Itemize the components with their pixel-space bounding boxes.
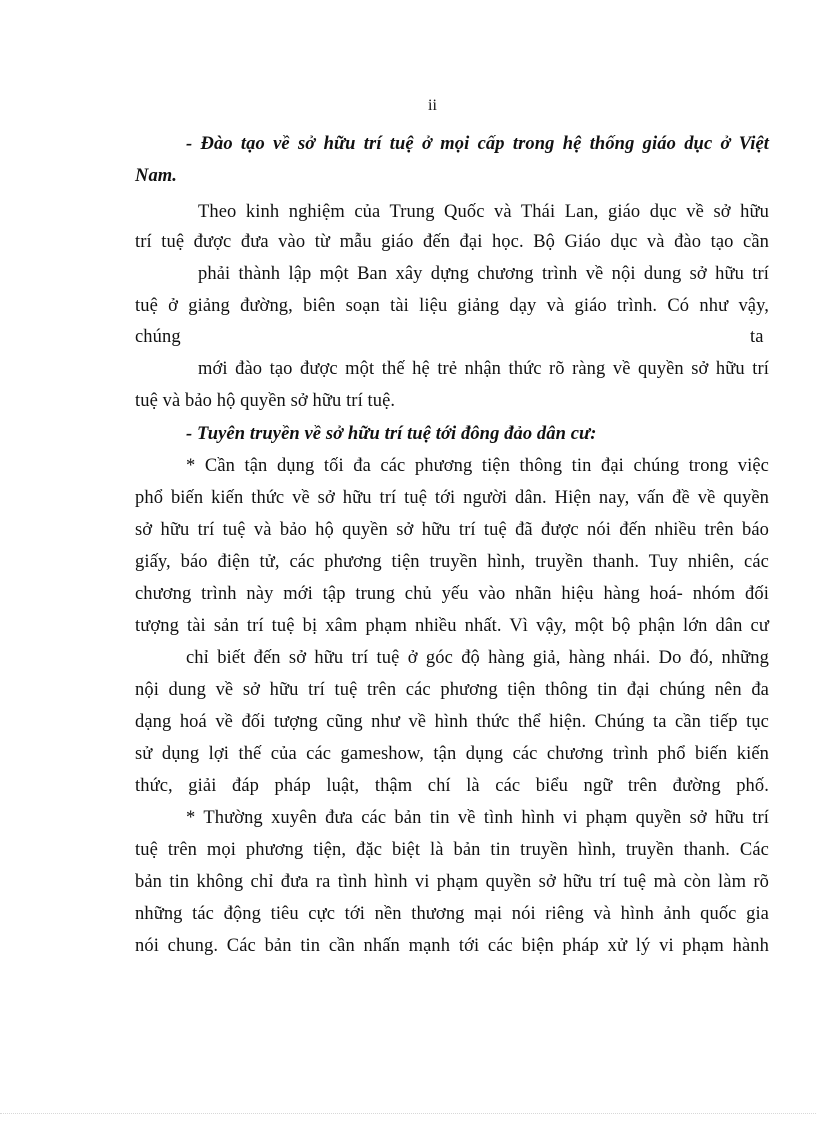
paragraph-line: trí tuệ được đưa vào từ mẫu giáo đến đại học. Bộ Giáo dục và đào tạo cần — [135, 232, 769, 252]
paragraph-line: sử dụng lợi thế của các gameshow, tận dụng các chương trình phổ biến kiến — [135, 744, 769, 764]
paragraph-line: Theo kinh nghiệm của Trung Quốc và Thái Lan, giáo dục về sở hữu — [198, 202, 769, 222]
page-bottom-divider — [0, 1113, 816, 1114]
paragraph-line: chúng — [135, 327, 181, 347]
paragraph-line: phổ biến kiến thức về sở hữu trí tuệ tới người dân. Hiện nay, vấn đề về quyền — [135, 488, 769, 508]
paragraph-line: phải thành lập một Ban xây dựng chương trình về nội dung sở hữu trí — [198, 264, 769, 284]
paragraph-line: sở hữu trí tuệ và bảo hộ quyền sở hữu trí tuệ đã được nói đến nhiều trên báo — [135, 520, 769, 540]
paragraph-line: dạng hoá về đối tượng cũng như về hình thức thể hiện. Chúng ta cần tiếp tục — [135, 712, 769, 732]
paragraph-line: mới đào tạo được một thế hệ trẻ nhận thức rõ ràng về quyền sở hữu trí — [198, 359, 769, 379]
paragraph-line: tượng tài sản trí tuệ bị xâm phạm nhiều nhất. Vì vậy, một bộ phận lớn dân cư — [135, 616, 769, 636]
paragraph-line: tuệ trên mọi phương tiện, đặc biệt là bản tin truyền hình, truyền thanh. Các — [135, 840, 769, 860]
heading-education: - Đào tạo về sở hữu trí tuệ ở mọi cấp trong hệ thống giáo dục ở Việt — [186, 134, 769, 154]
paragraph-line: tuệ ở giảng đường, biên soạn tài liệu giảng dạy và giáo trình. Có như vậy, — [135, 296, 769, 316]
paragraph-line: giấy, báo điện tử, các phương tiện truyền hình, truyền thanh. Tuy nhiên, các — [135, 552, 769, 572]
paragraph-line: nói chung. Các bản tin cần nhấn mạnh tới các biện pháp xử lý vi phạm hành — [135, 936, 769, 956]
paragraph-line: chỉ biết đến sở hữu trí tuệ ở góc độ hàng giả, hàng nhái. Do đó, những — [186, 648, 769, 668]
paragraph-line: nội dung về sở hữu trí tuệ trên các phương tiện thông tin đại chúng nên đa — [135, 680, 769, 700]
page-number: ii — [428, 97, 437, 114]
heading-education-cont: Nam. — [135, 166, 178, 186]
paragraph-line: ta — [750, 327, 764, 347]
paragraph-line: bản tin không chỉ đưa ra tình hình vi phạm quyền sở hữu trí tuệ mà còn làm rõ — [135, 872, 769, 892]
heading-propaganda: - Tuyên truyền về sở hữu trí tuệ tới đông đảo dân cư: — [186, 424, 597, 444]
paragraph-line: những tác động tiêu cực tới nền thương mại nói riêng và hình ảnh quốc gia — [135, 904, 769, 924]
paragraph-line: chương trình này mới tập trung chủ yếu vào nhãn hiệu hàng hoá- nhóm đối — [135, 584, 769, 604]
paragraph-line: * Thường xuyên đưa các bản tin về tình hình vi phạm quyền sở hữu trí — [186, 808, 769, 828]
paragraph-line: thức, giải đáp pháp luật, thậm chí là các biểu ngữ trên đường phố. — [135, 776, 769, 796]
paragraph-line: * Cần tận dụng tối đa các phương tiện thông tin đại chúng trong việc — [186, 456, 769, 476]
paragraph-line: tuệ và bảo hộ quyền sở hữu trí tuệ. — [135, 391, 396, 411]
